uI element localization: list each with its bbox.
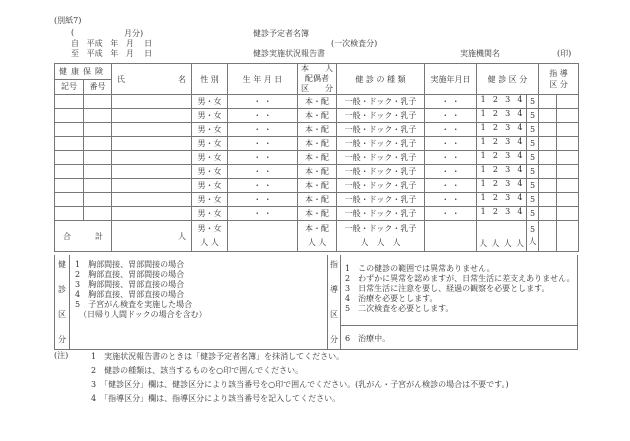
sex-cell[interactable]: 男・女 [192,151,228,165]
class-2: 2 [492,165,498,174]
name-cell[interactable] [112,137,192,151]
class-3: 3 [505,109,511,118]
bango-cell[interactable] [84,179,112,193]
guidance-cell-2[interactable] [557,193,579,207]
guidance-item: 1 この健診の範囲では異常ありません。 [345,264,495,273]
kigo-cell[interactable] [55,123,84,137]
guidance-cell-2[interactable] [557,137,579,151]
exam-type-cell[interactable]: 一般・ドック・乳子 [337,137,425,151]
header-exam-type: 健 診 の 種 類 [337,64,425,95]
total-class-unit-3: 人 [503,239,512,248]
guidance-label [327,255,341,349]
bango-cell[interactable] [84,123,112,137]
class-2: 2 [492,151,498,160]
guidance-l1: 指 導 [549,69,568,78]
legend-box [54,255,578,350]
class-1: 1 [480,109,486,118]
insured-d: 分 [325,84,333,93]
month-suffix: 月分) [124,29,144,38]
from-label: 自 [71,39,79,48]
exam-class-5-cell[interactable]: 5 [527,123,539,137]
exam-class-char: 健 [58,260,66,269]
header-kigo: 記号 [55,79,84,95]
month-open-paren: ( [71,28,75,37]
kigo-cell[interactable] [55,207,84,221]
guidance-cell-1[interactable] [539,123,557,137]
guidance-cell-1[interactable] [539,207,557,221]
guidance-cell-2[interactable] [557,151,579,165]
insured-cell[interactable]: 本・配 [298,151,337,165]
birth-cell[interactable]: ・ ・ [228,95,298,109]
class-1: 1 [480,193,486,202]
guidance-char: 導 [330,285,338,294]
birth-cell[interactable]: ・ ・ [228,179,298,193]
total-class-five [527,221,539,252]
seal-label: (印) [557,49,572,58]
total-class-5: 5 [529,225,536,234]
exam-class-item: 2 胸部直接、胃部間接の場合 [75,270,185,279]
total-class-1 [477,221,489,238]
insured-cell[interactable]: 本・配 [298,165,337,179]
sex-cell[interactable]: 男・女 [192,109,228,123]
institution-label: 実施機関名 [460,49,500,58]
exam-class-5-cell[interactable]: 5 [527,165,539,179]
bango-cell[interactable] [84,95,112,109]
exam-class-label [55,255,70,349]
exam-type-cell[interactable]: 一般・ドック・乳子 [337,179,425,193]
kigo-cell[interactable] [55,151,84,165]
insured-c: 区 [301,84,309,93]
exam-class-list [75,260,207,320]
exam-class-cell[interactable] [477,137,527,151]
kigo-cell[interactable] [55,109,84,123]
guidance-item: 2 わずかに異常を認めますが、日常生活に差支えありません。 [345,274,575,283]
kigo-cell[interactable] [55,137,84,151]
exam-class-item: （日帰り人間ドックの場合を含む） [75,310,207,319]
exam-class-item: 4 胸部直接、胃部直接の場合 [75,290,185,299]
total-sex [192,221,228,252]
to-date [71,48,152,59]
month-label: 月 [125,39,134,48]
total-insured-label: 本・配 [305,224,329,233]
exam-type-cell[interactable]: 一般・ドック・乳子 [337,123,425,137]
class-1: 1 [480,137,486,146]
exam-class-char: 区 [58,310,66,319]
class-4: 4 [517,137,523,146]
total-name-unit: 人 [112,221,192,252]
class-2: 2 [492,207,498,216]
class-2: 2 [492,193,498,202]
guidance-item: 5 二次検査を必要とします。 [345,304,454,313]
class-2: 2 [492,179,498,188]
guidance-item: 3 日常生活に注意を要し、経過の観察を必要とします。 [345,284,550,293]
guidance-cell-2[interactable] [557,123,579,137]
era-label: 平成 [86,49,103,58]
name-cell[interactable] [112,165,192,179]
class-2: 2 [492,123,498,132]
exam-class-5-cell[interactable]: 5 [527,95,539,109]
class-4: 4 [517,207,523,216]
guidance-item-6: 6 治療中。 [345,334,391,343]
exam-class-5-cell[interactable]: 5 [527,193,539,207]
class-1: 1 [480,207,486,216]
insured-cell[interactable]: 本・配 [298,137,337,151]
exam-type-cell[interactable]: 一般・ドック・乳子 [337,95,425,109]
total-right: 計 [95,231,103,241]
total-exam-type-label: 一般・ドック・乳子 [344,224,417,233]
class-3: 3 [505,151,511,160]
header-sex: 性 別 [192,64,228,95]
guidance-item: 4 治療を必要とします。 [345,294,438,303]
header-bango: 番号 [84,79,112,95]
exam-type-cell[interactable]: 一般・ドック・乳子 [337,207,425,221]
subtitle: (一次検査分) [331,39,378,48]
title-plan: 健診予定者名簿 [253,29,309,38]
exam-class-cell[interactable] [477,165,527,179]
guidance-cell-1[interactable] [539,179,557,193]
birth-cell[interactable]: ・ ・ [228,137,298,151]
name-cell[interactable] [112,123,192,137]
table-row [55,165,579,179]
exam-date-cell[interactable]: ・ ・ [425,109,477,123]
class-3: 3 [505,123,511,132]
exam-class-cell[interactable] [477,179,527,193]
guidance-char: 分 [330,335,338,344]
exam-class-5-cell[interactable]: 5 [527,137,539,151]
class-4: 4 [517,165,523,174]
bango-cell[interactable] [84,109,112,123]
guidance-char: 指 [330,260,338,269]
class-1: 1 [480,95,486,104]
kigo-cell[interactable] [55,179,84,193]
kigo-cell[interactable] [55,165,84,179]
exam-class-5-cell[interactable]: 5 [527,109,539,123]
total-sex-label: 男・女 [197,224,222,233]
total-class-3 [502,221,514,238]
exam-date-cell[interactable]: ・ ・ [425,165,477,179]
year-label: 年 [110,39,119,48]
bango-cell[interactable] [84,151,112,165]
insured-cell[interactable]: 本・配 [298,123,337,137]
bango-cell[interactable] [84,207,112,221]
birth-cell[interactable]: ・ ・ [228,193,298,207]
title-report: 健診実施状況報告書 [253,49,325,58]
total-exam-type [337,221,425,252]
form-id: (別紙7) [54,16,82,25]
sex-cell[interactable]: 男・女 [192,137,228,151]
insured-a: 本 [301,64,309,73]
table-row [55,151,579,165]
class-2: 2 [492,109,498,118]
name-cell[interactable] [112,193,192,207]
total-class-4 [514,221,526,238]
total-class-2 [489,221,501,238]
sex-cell[interactable]: 男・女 [192,165,228,179]
exam-type-cell[interactable]: 一般・ドック・乳子 [337,193,425,207]
guidance-divider [340,325,577,326]
exam-date-cell[interactable]: ・ ・ [425,123,477,137]
class-4: 4 [517,123,523,132]
bango-cell[interactable] [84,137,112,151]
note-item: 2 健診の種類は、該当するものを○印で囲んでください。 [91,366,304,375]
guidance-cell-1[interactable] [539,137,557,151]
guidance-cell-2[interactable] [557,109,579,123]
guidance-cell-2[interactable] [557,179,579,193]
guidance-cell-1[interactable] [539,165,557,179]
name-cell[interactable] [112,179,192,193]
guidance-cell-2[interactable] [557,207,579,221]
kigo-cell[interactable] [55,95,84,109]
exam-class-cell[interactable] [477,95,527,109]
bango-cell[interactable] [84,165,112,179]
exam-class-char: 診 [58,285,66,294]
exam-class-char: 分 [58,335,66,344]
total-insured [298,221,337,252]
total-class-5-unit: 人 [528,237,537,246]
insured-cell[interactable]: 本・配 [298,95,337,109]
exam-type-cell[interactable]: 一般・ドック・乳子 [337,151,425,165]
total-class-unit-2: 人 [491,239,500,248]
header-guidance [539,64,579,95]
year-label: 年 [110,49,119,58]
guidance-cell-2[interactable] [557,165,579,179]
guidance-cell-1[interactable] [539,151,557,165]
note-item: 3 「健診区分」欄は、健診区分により該当番号を○印で囲んでください。(乳がん・子宮がん検診の場合は不要です。) [91,380,509,389]
total-exam-type-units: 人 人 人 [360,238,401,247]
birth-cell[interactable]: ・ ・ [228,151,298,165]
kigo-cell[interactable] [55,193,84,207]
exam-class-cell[interactable] [477,207,527,221]
total-exam-date[interactable] [425,221,477,252]
exam-date-cell[interactable]: ・ ・ [425,193,477,207]
exam-date-cell[interactable]: ・ ・ [425,137,477,151]
notes-list [91,350,509,406]
name-right: 名 [178,74,186,84]
sex-cell[interactable]: 男・女 [192,95,228,109]
to-label: 至 [71,49,79,58]
class-3: 3 [505,193,511,202]
exam-class-5-cell[interactable]: 5 [527,207,539,221]
guidance-l2: 区 分 [549,80,568,89]
exam-class-5-cell[interactable]: 5 [527,151,539,165]
sex-cell[interactable]: 男・女 [192,179,228,193]
table-row [55,137,579,151]
exam-class-cell[interactable] [477,109,527,123]
birth-cell[interactable]: ・ ・ [228,207,298,221]
bango-cell[interactable] [84,193,112,207]
name-cell[interactable] [112,207,192,221]
header-birth: 生 年 月 日 [228,64,298,95]
guidance-cell-1[interactable] [539,95,557,109]
era-label: 平成 [86,39,103,48]
class-3: 3 [505,207,511,216]
class-4: 4 [517,109,523,118]
table-row [55,193,579,207]
total-label [55,221,112,252]
guidance-list [345,264,575,314]
class-1: 1 [480,165,486,174]
header-insurance: 健康保険 [55,64,112,80]
table-row [55,179,579,193]
name-cell[interactable] [112,151,192,165]
guidance-char: 区 [330,310,338,319]
notes-prefix: (注) [54,351,69,360]
total-class-unit-4: 人 [515,239,524,248]
total-guidance-1[interactable] [539,221,557,252]
month-label: 月 [125,49,134,58]
birth-cell[interactable]: ・ ・ [228,165,298,179]
total-row [55,221,579,252]
sex-cell[interactable]: 男・女 [192,123,228,137]
exam-date-cell[interactable]: ・ ・ [425,179,477,193]
table-row [55,123,579,137]
exam-type-cell[interactable]: 一般・ドック・乳子 [337,165,425,179]
insured-cell[interactable]: 本・配 [298,179,337,193]
note-item: 4 「指導区分」欄は、指導区分により該当番号を記入してください。 [91,394,341,403]
total-birth[interactable] [228,221,298,252]
total-exam-class [477,221,527,252]
exam-class-item: 1 胸部間接、胃部間接の場合 [75,260,185,269]
class-3: 3 [505,165,511,174]
class-4: 4 [517,179,523,188]
total-sex-units: 人 人 [200,238,219,247]
header-exam-date: 実施年月日 [425,64,477,95]
exam-class-cell[interactable] [477,151,527,165]
exam-type-cell[interactable]: 一般・ドック・乳子 [337,109,425,123]
class-2: 2 [492,137,498,146]
guidance-cell-1[interactable] [539,109,557,123]
class-1: 1 [480,179,486,188]
report-table [54,63,579,252]
class-2: 2 [492,95,498,104]
sex-cell[interactable]: 男・女 [192,207,228,221]
exam-class-item: 3 胸部間接、胃部直接の場合 [75,280,185,289]
class-4: 4 [517,151,523,160]
total-insured-units: 人 人 [307,238,327,247]
name-cell[interactable] [112,95,192,109]
class-1: 1 [480,123,486,132]
insured-spouse: 配偶者 [305,74,329,83]
table-row [55,207,579,221]
header-name [112,64,192,95]
insured-cell[interactable]: 本・配 [298,193,337,207]
name-left: 氏 [117,74,125,84]
day-label: 日 [144,49,153,58]
insured-cell[interactable]: 本・配 [298,207,337,221]
exam-class-item: 5 子宮がん検査を実施した場合 [75,300,193,309]
exam-class-cell[interactable] [477,193,527,207]
note-item: 1 実施状況報告書のときは「健診予定者名簿」を抹消してください。 [91,352,345,361]
exam-date-cell[interactable]: ・ ・ [425,207,477,221]
exam-date-cell[interactable]: ・ ・ [425,151,477,165]
total-guidance-2[interactable] [557,221,579,252]
day-label: 日 [144,39,153,48]
class-3: 3 [505,137,511,146]
insured-cell[interactable]: 本・配 [298,109,337,123]
class-3: 3 [505,179,511,188]
sex-cell[interactable]: 男・女 [192,193,228,207]
name-cell[interactable] [112,109,192,123]
class-4: 4 [517,193,523,202]
exam-class-5-cell[interactable]: 5 [527,179,539,193]
birth-cell[interactable]: ・ ・ [228,123,298,137]
class-1: 1 [480,151,486,160]
exam-class-cell[interactable] [477,123,527,137]
insured-b: 人 [325,64,333,73]
guidance-cell-1[interactable] [539,193,557,207]
table-row [55,109,579,123]
birth-cell[interactable]: ・ ・ [228,109,298,123]
exam-date-cell[interactable]: ・ ・ [425,95,477,109]
class-4: 4 [517,95,523,104]
guidance-cell-2[interactable] [557,95,579,109]
header-insured [298,64,337,95]
header-exam-class: 健 診 区 分 [477,64,539,95]
table-row [55,95,579,109]
total-left: 合 [63,231,71,241]
total-class-unit-1: 人 [479,239,488,248]
class-3: 3 [505,95,511,104]
